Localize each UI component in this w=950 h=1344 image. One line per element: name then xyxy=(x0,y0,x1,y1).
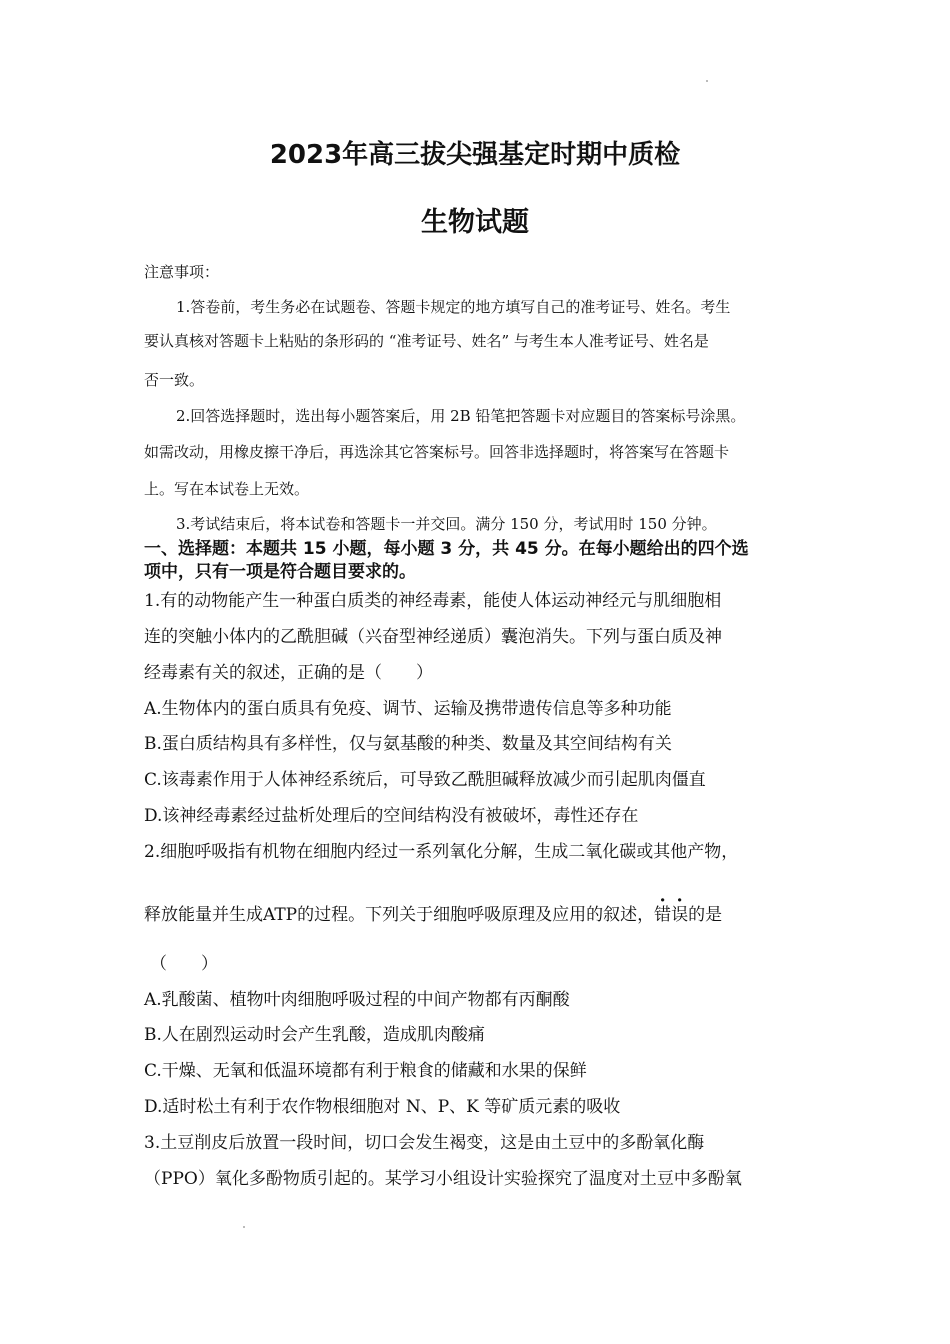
question-3-stem-line-1: 3.土豆削皮后放置一段时间，切口会发生褐变，这是由土豆中的多酚氧化酶 xyxy=(144,1133,705,1153)
section-heading-line-1: 一、选择题：本题共 15 小题，每小题 3 分，共 45 分。在每小题给出的四个选 xyxy=(144,539,749,559)
notice-item-2-line-3: 上。写在本试卷上无效。 xyxy=(144,480,310,498)
question-1-option-b: B.蛋白质结构具有多样性，仅与氨基酸的种类、数量及其空间结构有关 xyxy=(144,734,672,754)
notice-item-3-line-1: 3.考试结束后，将本试卷和答题卡一并交回。满分 150 分，考试用时 150 分钟。 xyxy=(176,515,717,533)
question-2-option-b: B.人在剧烈运动时会产生乳酸，造成肌肉酸痛 xyxy=(144,1025,485,1045)
page-subtitle: 生物试题 xyxy=(421,207,529,238)
question-3-stem-line-2: （PPO）氧化多酚物质引起的。某学习小组设计实验探究了温度对土豆中多酚氧 xyxy=(144,1169,742,1189)
section-heading-line-2: 项中，只有一项是符合题目要求的。 xyxy=(144,562,416,582)
question-2-option-c: C.干燥、无氧和低温环境都有利于粮食的储藏和水果的保鲜 xyxy=(144,1061,587,1081)
emphasis-char: 误 xyxy=(671,905,689,925)
question-2-stem-line-2-text: 释放能量并生成ATP的过程。下列关于细胞呼吸原理及应用的叙述， xyxy=(144,905,655,925)
scan-speck xyxy=(243,1226,245,1228)
notice-heading: 注意事项： xyxy=(144,263,220,281)
question-2-option-a: A.乳酸菌、植物叶肉细胞呼吸过程的中间产物都有丙酮酸 xyxy=(144,990,570,1010)
question-1-stem-line-1: 1.有的动物能产生一种蛋白质类的神经毒素，能使人体运动神经元与肌细胞相 xyxy=(144,591,722,611)
question-1-stem-line-3: 经毒素有关的叙述，正确的是（ ） xyxy=(144,663,433,683)
question-1-option-c: C.该毒素作用于人体神经系统后，可导致乙酰胆碱释放减少而引起肌肉僵直 xyxy=(144,770,706,790)
question-2-answer-blank: （ ） xyxy=(150,954,218,974)
question-2-stem-line-2 xyxy=(144,904,722,926)
emphasis-char: 错 xyxy=(654,905,672,925)
notice-item-1-line-3: 否一致。 xyxy=(144,371,205,389)
notice-item-2-line-1: 2.回答选择题时，选出每小题答案后，用 2B 铅笔把答题卡对应题目的答案标号涂黑。 xyxy=(176,407,746,425)
question-1-stem-line-2: 连的突触小体内的乙酰胆碱（兴奋型神经递质）囊泡消失。下列与蛋白质及神 xyxy=(144,627,722,647)
notice-item-1-line-2: 要认真核对答题卡上粘贴的条形码的 “准考证号、姓名” 与考生本人准考证号、姓名是 xyxy=(144,332,709,350)
question-2-option-d: D.适时松土有利于农作物根细胞对 N、P、K 等矿质元素的吸收 xyxy=(144,1097,621,1117)
question-1-option-d: D.该神经毒素经过盐析处理后的空间结构没有被破坏，毒性还存在 xyxy=(144,806,639,826)
notice-item-2-line-2: 如需改动，用橡皮擦干净后，再选涂其它答案标号。回答非选择题时，将答案写在答题卡 xyxy=(144,443,730,461)
scan-speck xyxy=(706,80,708,82)
question-1-option-a: A.生物体内的蛋白质具有免疫、调节、运输及携带遗传信息等多种功能 xyxy=(144,699,672,719)
notice-item-1-line-1: 1.答卷前，考生务必在试题卷、答题卡规定的地方填写自己的准考证号、姓名。考生 xyxy=(176,298,731,316)
question-2-stem-line-2-end: 的是 xyxy=(688,905,723,925)
page-title: 2023年高三拔尖强基定时期中质检 xyxy=(269,140,681,170)
question-2-stem-line-1: 2.细胞呼吸指有机物在细胞内经过一系列氧化分解，生成二氧化碳或其他产物， xyxy=(144,842,739,862)
